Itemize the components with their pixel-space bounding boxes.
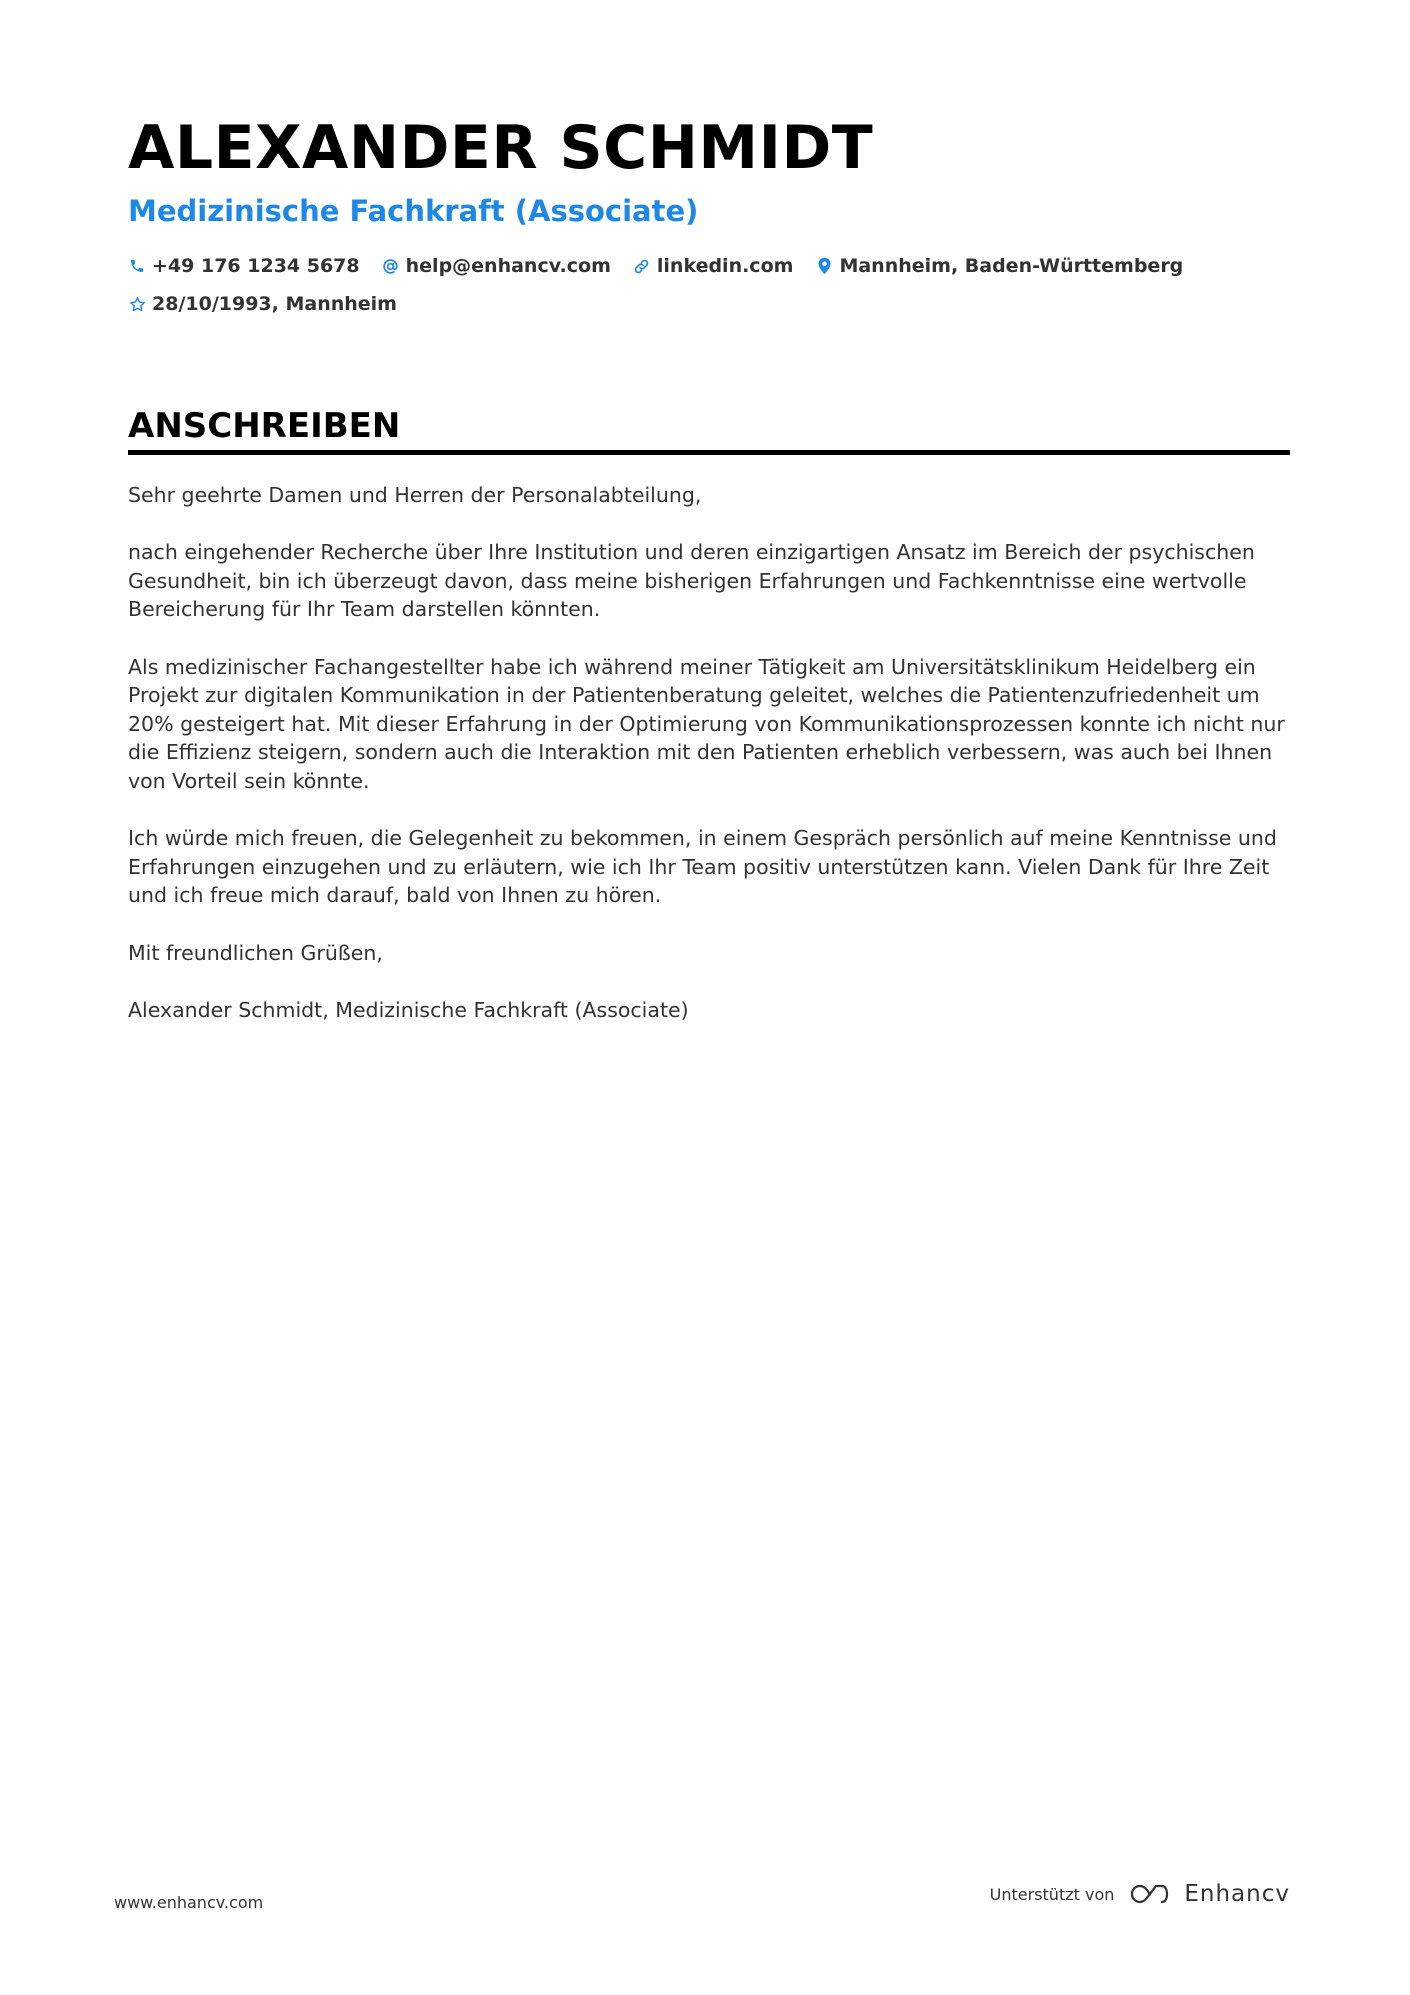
contact-birth-text: 28/10/1993, Mannheim	[152, 293, 397, 315]
contact-phone	[128, 254, 360, 278]
letter-signature: Alexander Schmidt, Medizinische Fachkraft (Associate)	[128, 997, 689, 1022]
contact-linkedin	[633, 254, 794, 278]
phone-icon	[128, 257, 146, 275]
job-title: Medizinische Fachkraft (Associate)	[128, 194, 699, 228]
section-title: ANSCHREIBEN	[128, 406, 401, 446]
brand-name: Enhancv	[1184, 1881, 1290, 1907]
footer-website-link[interactable]: www.enhancv.com	[114, 1893, 264, 1912]
applicant-name: ALEXANDER SCHMIDT	[128, 113, 874, 183]
contact-list	[128, 254, 1288, 316]
letter-salutation: Sehr geehrte Damen und Herren der Personalabteilung,	[128, 483, 702, 507]
star-icon	[128, 295, 146, 313]
footer-branding	[990, 1880, 1290, 1908]
letter-paragraph: Als medizinischer Fachangestellter habe ich während meiner Tätigkeit am Universitätsklinikum Heidelberg ein Projekt zur digitalen Kommunikation in der Patientenberatung geleitet, welches die Patientenzufriedenheit um 20% gesteigert hat. Mit dieser Erfahrung in der Optimierung von Kommunikationsprozessen konnte ich nicht nur die Effizienz steigern, sondern auch die Interaktion mit den Patienten erheblich verbessern, was auch bei Ihnen von Vorteil sein könnte.	[128, 654, 1285, 793]
letter-paragraph: nach eingehender Recherche über Ihre Institution und deren einzigartigen Ansatz im Bereich der psychischen Gesundheit, bin ich überzeugt davon, dass meine bisherigen Erfahrungen und Fachkenntnisse eine wertvolle Bereicherung für Ihr Team darstellen könnten.	[128, 540, 1255, 622]
letter-paragraph: Ich würde mich freuen, die Gelegenheit zu bekommen, in einem Gespräch persönlich auf meine Kenntnisse und Erfahrungen einzugehen und zu erläutern, wie ich Ihr Team positiv unterstützen kann. Vielen Dank für Ihre Zeit und ich freue mich darauf, bald von Ihnen zu hören.	[128, 826, 1277, 908]
powered-by-text: Unterstützt von	[989, 1884, 1115, 1904]
letter-body	[128, 481, 1290, 1024]
letter-closing: Mit freundlichen Grüßen,	[128, 940, 383, 965]
contact-email-text: help@enhancv.com	[405, 255, 611, 277]
contact-phone-text: +49 176 1234 5678	[152, 255, 360, 277]
header	[128, 112, 1288, 316]
contact-birth	[128, 292, 397, 316]
link-icon	[633, 257, 651, 275]
at-icon	[382, 257, 400, 275]
cover-letter-section	[128, 404, 1290, 1053]
contact-linkedin-text: linkedin.com	[656, 255, 794, 277]
contact-location	[815, 254, 1183, 278]
contact-email	[382, 254, 611, 278]
contact-location-text: Mannheim, Baden-Württemberg	[839, 255, 1184, 277]
enhancv-logo-icon	[1126, 1880, 1172, 1908]
location-pin-icon	[815, 257, 833, 275]
section-divider	[128, 450, 1290, 455]
